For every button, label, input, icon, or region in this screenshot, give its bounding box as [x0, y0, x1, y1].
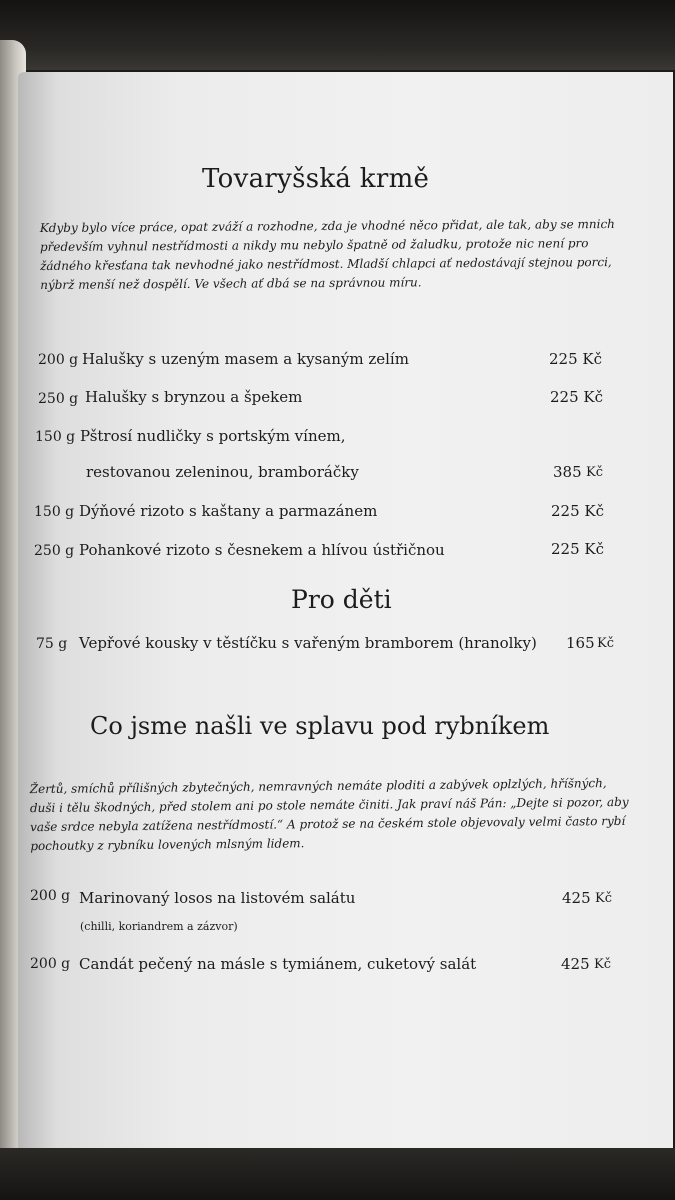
item-price: 425: [561, 955, 590, 973]
item-price: 165: [566, 634, 595, 652]
item-name: Halušky s uzeným masem a kysaným zelím: [82, 350, 409, 368]
item-name: Pohankové rizoto s česnekem a hlívou ústřičnou: [79, 541, 445, 559]
item-name: Candát pečený na másle s tymiánem, cuketový salát: [79, 955, 477, 973]
item-currency: Kč: [597, 636, 614, 651]
item-name: Halušky s brynzou a špekem: [85, 388, 303, 406]
item-weight: 150 g: [35, 429, 76, 445]
item-price: 225 Kč: [551, 540, 605, 558]
item-name: Pštrosí nudličky s portským vínem,: [80, 427, 346, 445]
item-name: Marinovaný losos na listovém salátu: [79, 889, 356, 907]
section-title-pro-deti: Pro děti: [291, 585, 392, 614]
item-currency: Kč: [595, 891, 612, 906]
item-weight: 75 g: [36, 636, 68, 652]
item-weight: 250 g: [38, 391, 79, 407]
item-price: 225 Kč: [550, 388, 604, 406]
item-currency: Kč: [594, 957, 611, 972]
item-price: 225 Kč: [549, 350, 603, 368]
item-price: 385: [553, 463, 582, 481]
item-currency: Kč: [586, 465, 603, 480]
section-intro: Žertů, smíchů přílišných zbytečných, nemravných nemáte ploditi a zabývek oplzlých, hříšných, duši i tělu škodných, před stolem ani po stole nemáte činiti. Jak praví náš Pán: „Dejte si pozor, aby vaše srdce nebyla zatížena nestřídmostí.“ A protož se na českém stole objevovaly velmi často rybí pochoutky z rybníku lovených mlsným lidem.: [29, 776, 629, 854]
item-weight: 250 g: [34, 543, 75, 559]
item-name: Dýňové rizoto s kaštany a parmazánem: [79, 502, 378, 520]
menu-cover-top: [0, 0, 675, 70]
item-weight: 200 g: [30, 956, 71, 972]
item-weight: 200 g: [38, 352, 79, 368]
menu-cover-bottom: [0, 1148, 675, 1200]
item-name: Vepřové kousky v těstíčku s vařeným bramborem (hranolky): [79, 634, 537, 652]
section-title-tovaryssska-krme: Tovaryšská krmě: [202, 164, 430, 194]
item-price: 225 Kč: [551, 502, 605, 520]
item-name-continued: restovanou zeleninou, bramboráčky: [86, 463, 359, 481]
item-price: 425: [562, 889, 591, 907]
section-title-splav: Co jsme našli ve splavu pod rybníkem: [90, 712, 550, 740]
item-note: (chilli, koriandrem a zázvor): [80, 920, 238, 933]
item-weight: 150 g: [34, 504, 75, 520]
item-weight: 200 g: [30, 888, 71, 904]
section-intro: Kdyby bylo více práce, opat zváží a rozhodne, zda je vhodné něco přidat, ale tak, aby se mnich především vyhnul nestřídmosti a nikdy mu nebylo špatně od žaludku, protože nic není pro žádného křesťana tak nevhodné jako nestřídmost. Mladší chlapci ať nedostávají stejnou porci, nýbrž menší než dospělí. Ve všech ať dbá se na správnou míru.: [39, 217, 615, 293]
